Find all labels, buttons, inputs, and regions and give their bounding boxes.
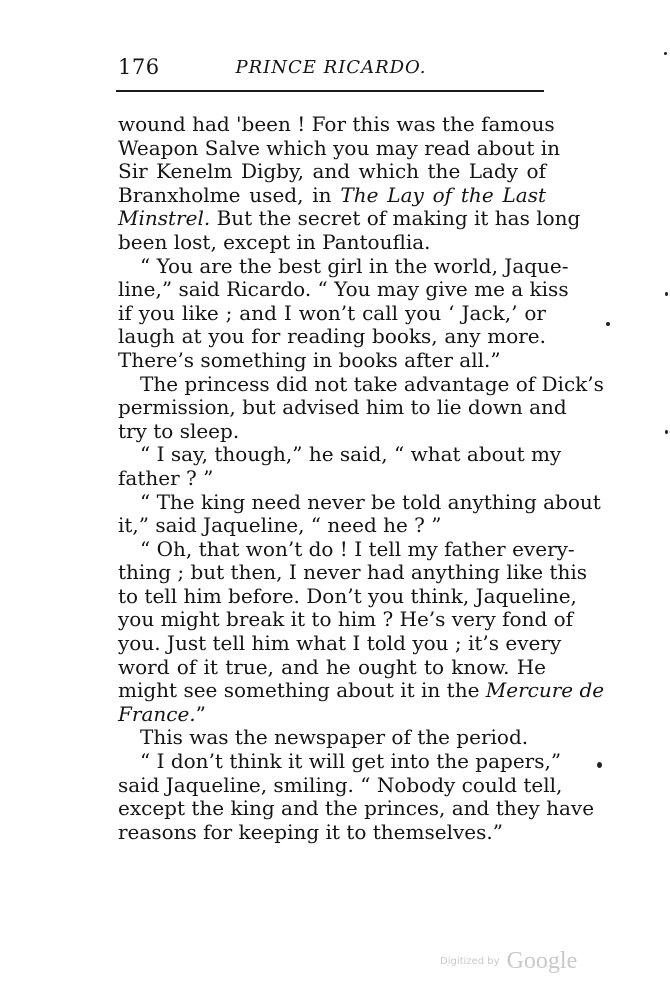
text-line: Weapon Salve which you may read about in [118, 135, 561, 160]
page-number: 176 [118, 55, 160, 79]
text-line: you might break it to him ? He’s very fond of [118, 607, 574, 632]
text-line: line,” said Ricardo. “ You may give me a kiss [118, 277, 569, 302]
text-line: wound had 'been ! For this was the famous [118, 112, 555, 136]
book-title: Minstrel. [118, 206, 211, 231]
book-title: The Lay of the Last [340, 182, 546, 207]
text-line: Minstrel. But the secret of making it has long [118, 206, 581, 231]
digitized-by-text: Digitized by [440, 956, 500, 967]
text-line: The princess did not take advantage of Dick’s [140, 371, 604, 396]
text-line: This was the newspaper of the period. [140, 725, 529, 750]
text-line: “ Oh, that won’t do ! I tell my father every- [140, 536, 575, 561]
header-rule [116, 90, 544, 92]
body-text [118, 112, 605, 844]
text-line: “ The king need never be told anything about [140, 489, 601, 514]
digitized-by-google-watermark [440, 948, 580, 978]
text-line: “ I say, though,” he said, “ what about my [140, 442, 562, 467]
text-line: There’s something in books after all.” [118, 347, 501, 372]
text-line: “ You are the best girl in the world, Jaque- [140, 253, 569, 278]
text-line: permission, but advised him to lie down and [118, 395, 567, 420]
ink-speck [665, 430, 668, 434]
text-line: reasons for keeping it to themselves.” [118, 819, 503, 844]
text-line: “ I don’t think it will get into the papers,” [140, 749, 562, 774]
newspaper-title: France. [118, 701, 196, 726]
text-line: if you like ; and I won’t call you ‘ Jack,’ or [118, 300, 546, 325]
text-line: except the king and the princes, and they have [118, 796, 595, 821]
text-line: said Jaqueline, smiling. “ Nobody could tell, [118, 772, 563, 797]
text-line: father ? ” [118, 465, 214, 490]
text-line: laugh at you for reading books, any more. [118, 324, 546, 349]
text-line: Sir Kenelm Digby, and which the Lady of [118, 159, 546, 184]
text-line: word of it true, and he ought to know. He [118, 654, 546, 679]
ink-speck [606, 322, 610, 326]
text-line: Branxholme used, in The Lay of the Last [118, 182, 546, 207]
text-line: been lost, except in Pantouflia. [118, 229, 431, 254]
ink-speck [597, 762, 602, 768]
google-logo: Google [506, 948, 578, 974]
text-line: try to sleep. [118, 418, 240, 443]
text-line: to tell him before. Don’t you think, Jaqueline, [118, 583, 577, 608]
page-header [118, 55, 544, 87]
text-line: thing ; but then, I never had anything like this [118, 560, 588, 585]
text-line: you. Just tell him what I told you ; it’s every [118, 631, 562, 656]
ink-speck [664, 52, 667, 55]
ink-speck [665, 292, 668, 296]
running-head: PRINCE RICARDO. [235, 57, 427, 78]
text-line: France.” [118, 701, 206, 726]
text-line: might see something about it in the Mercure de [118, 678, 605, 703]
text-line: it,” said Jaqueline, “ need he ? ” [118, 513, 442, 538]
newspaper-title: Mercure de [485, 678, 605, 703]
